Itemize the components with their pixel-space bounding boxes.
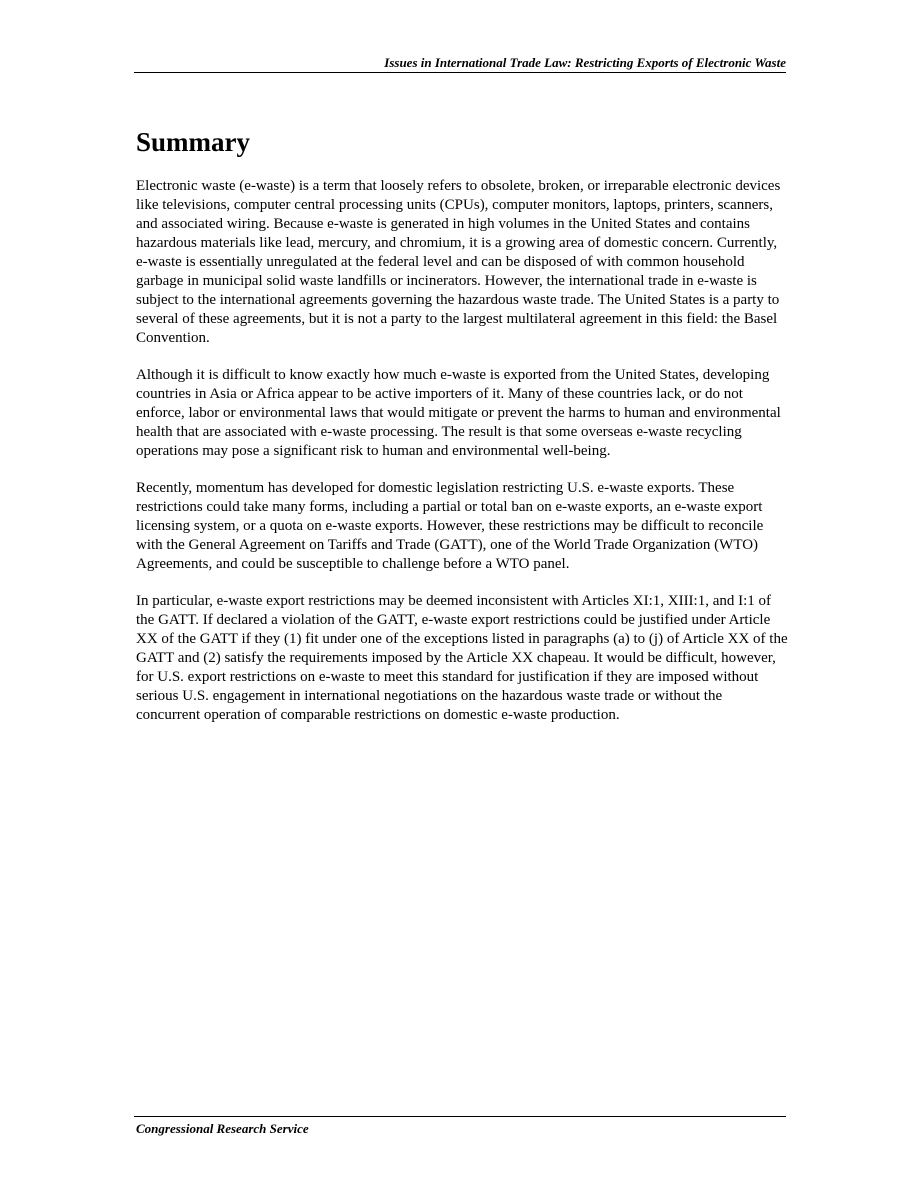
summary-paragraph-3: Recently, momentum has developed for domestic legislation restricting U.S. e-waste exports. These restrictions could take many forms, including a partial or total ban on e-waste exports, an e-waste export licensing system, or a quota on e-waste exports. However, these restrictions may be difficult to reconcile with the General Agreement on Tariffs and Trade (GATT), one of the World Trade Organization (WTO) Agreements, and could be susceptible to challenge before a WTO panel. (136, 480, 764, 572)
summary-paragraph-2: Although it is difficult to know exactly how much e-waste is exported from the United States, developing countries in Asia or Africa appear to be active importers of it. Many of these countries lack, or do not enforce, labor or environmental laws that would mitigate or prevent the harms to human and environmental health that are associated with e-waste processing. The result is that some overseas e-waste recycling operations may pose a significant risk to human and environmental well-being. (136, 367, 781, 459)
page-title: Summary (136, 127, 250, 157)
running-header: Issues in International Trade Law: Restricting Exports of Electronic Waste (384, 55, 786, 70)
summary-paragraph-4: In particular, e-waste export restrictions may be deemed inconsistent with Articles XI:1, XIII:1, and I:1 of the GATT. If declared a violation of the GATT, e-waste export restrictions could be justified under Article XX of the GATT if they (1) fit under one of the exceptions listed in paragraphs (a) to (j) of Article XX of the GATT and (2) satisfy the requirements imposed by the Article XX chapeau. It would be difficult, however, for U.S. export restrictions on e-waste to meet this standard for justification if they are imposed without serious U.S. engagement in international negotiations on the hazardous waste trade or without the concurrent operation of comparable restrictions on domestic e-waste production. (136, 593, 788, 723)
summary-body (136, 177, 788, 743)
header-divider (134, 72, 786, 73)
summary-paragraph-1: Electronic waste (e-waste) is a term that loosely refers to obsolete, broken, or irreparable electronic devices like televisions, computer central processing units (CPUs), computer monitors, laptops, printers, scanners, and associated wiring. Because e-waste is generated in high volumes in the United States and contains hazardous materials like lead, mercury, and chromium, it is a growing area of domestic concern. Currently, e-waste is essentially unregulated at the federal level and can be disposed of with common household garbage in municipal solid waste landfills or incinerators. However, the international trade in e-waste is subject to the international agreements governing the hazardous waste trade. The United States is a party to several of these agreements, but it is not a party to the largest multilateral agreement in this field: the Basel Convention. (136, 178, 781, 346)
running-footer: Congressional Research Service (136, 1121, 309, 1136)
footer-divider (134, 1116, 786, 1117)
